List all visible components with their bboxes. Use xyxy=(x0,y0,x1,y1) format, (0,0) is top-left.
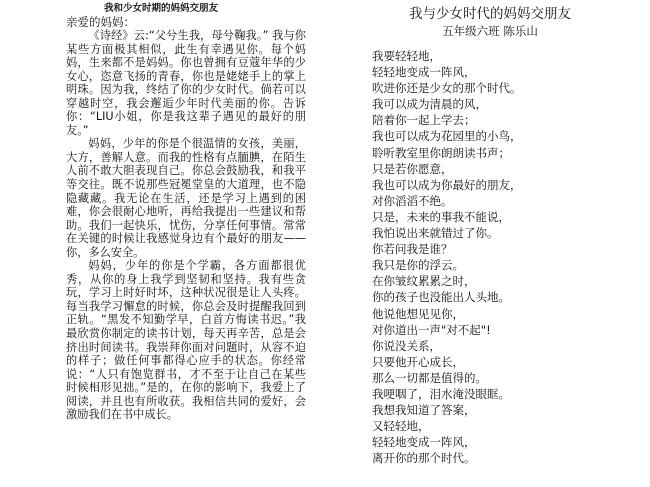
poem-line: 他说他想见见你， xyxy=(372,306,464,321)
left-essay-page xyxy=(0,0,322,487)
poem-line: 我哽咽了，泪水淹没眼眶。 xyxy=(372,386,510,401)
poem-line: 那么一切都是值得的。 xyxy=(372,370,487,385)
right-poem-page xyxy=(330,0,650,487)
poem-line: 又轻轻地， xyxy=(372,419,430,434)
essay-paragraph: 妈妈，少年的你是个很温情的女孩，美丽，大方，善解人意。而我的性格有点腼腆，在陌生人前不敢大胆表现自己。你总会鼓励我，和我平等交往。既不说那些冠冕堂皇的大道理，也不隐隐藏藏。我无论在生活，还是学习上遇到的困难，你会很耐心地听，再给我提出一些建议和帮助。我们一起快乐，忧伤，分享任何事情。常常在关键的时候让我感觉身边有个最好的朋友——你，多么安全。 xyxy=(66,137,306,259)
poem-line: 吹进你还是少女的那个时代。 xyxy=(372,81,522,96)
poem-line: 只要他开心成长， xyxy=(372,354,464,369)
poem-line: 对你道出一声"对不起"! xyxy=(372,322,491,337)
poem-line: 你说没关系， xyxy=(372,338,441,353)
poem-line: 只是若你愿意， xyxy=(372,161,453,176)
poem-line: 你若问我是谁？ xyxy=(372,242,453,257)
poem-line: 在你皱纹累累之时， xyxy=(372,274,476,289)
poem-line: 轻轻地变成一阵风， xyxy=(372,435,476,450)
poem-line: 我要轻轻地， xyxy=(372,49,441,63)
essay-paragraph: 《诗经》云:“父兮生我，母兮鞠我。” 我与你某些方面极其相似，此生有幸遇见你。每个妈妈，生来都不是妈妈。你也曾拥有豆蔻年华的少女心，恣意飞扬的青春，你也是姥姥手上的掌上明珠。因为我，终结了你的少女时代。倘若可以穿越时空，我会邂逅少年时代美丽的你。告诉你：“LIU小姐，你是我这辈子遇见的最好的朋友。” xyxy=(66,29,306,137)
poem-title: 我与少女时代的妈妈交朋友 xyxy=(409,6,571,22)
poem-line: 我也可以成为花园里的小鸟， xyxy=(372,129,522,144)
poem-line: 离开你的那个时代。 xyxy=(372,451,476,466)
poem-line: 我可以成为清晨的风， xyxy=(372,97,487,112)
poem-line: 对你滔滔不绝。 xyxy=(372,193,453,208)
poem-byline: 五年级六班 陈乐山 xyxy=(442,24,538,38)
poem-lines xyxy=(372,48,522,466)
essay-body xyxy=(66,29,306,422)
essay-greeting: 亲爱的妈妈： xyxy=(66,15,135,29)
poem-line: 轻轻地变成一阵风， xyxy=(372,65,476,80)
essay-title: 我和少女时期的妈妈交朋友 xyxy=(103,3,218,14)
poem-line: 你的孩子也没能出人头地。 xyxy=(372,290,510,305)
poem-line: 我怕说出来就错过了你。 xyxy=(372,226,499,241)
poem-line: 我也可以成为你最好的朋友， xyxy=(372,177,522,192)
poem-line: 只是，未来的事我不能说， xyxy=(372,209,510,224)
poem-line: 我只是你的浮云。 xyxy=(372,258,464,273)
essay-paragraph: 妈妈，少年的你是个学霸，各方面都很优秀，从你的身上我学到坚韧和坚持。我有些贪玩，学习上时好时坏，这种状况很是让人头疼。每当我学习懈怠的时候，你总会及时提醒我回到正轨。“黑发不知勤学早，白首方悔读书迟。”我最欣赏你制定的读书计划，每天再辛苦，总是会挤出时间读书。我崇拜你面对问题时，从容不迫的样子；做任何事都得心应手的状态。你经常说：“人只有饱览群书，才不至于让自己在某些时候相形见拙。”是的，在你的影响下，我爱上了阅读，并且也有所收获。我相信共同的爱好，会激励我们在书中成长。 xyxy=(66,259,306,422)
poem-line: 聆听教室里你朗朗读书声； xyxy=(372,145,510,160)
poem-line: 我想我知道了答案， xyxy=(372,403,476,418)
poem-line: 陪着你一起上学去； xyxy=(372,113,476,128)
